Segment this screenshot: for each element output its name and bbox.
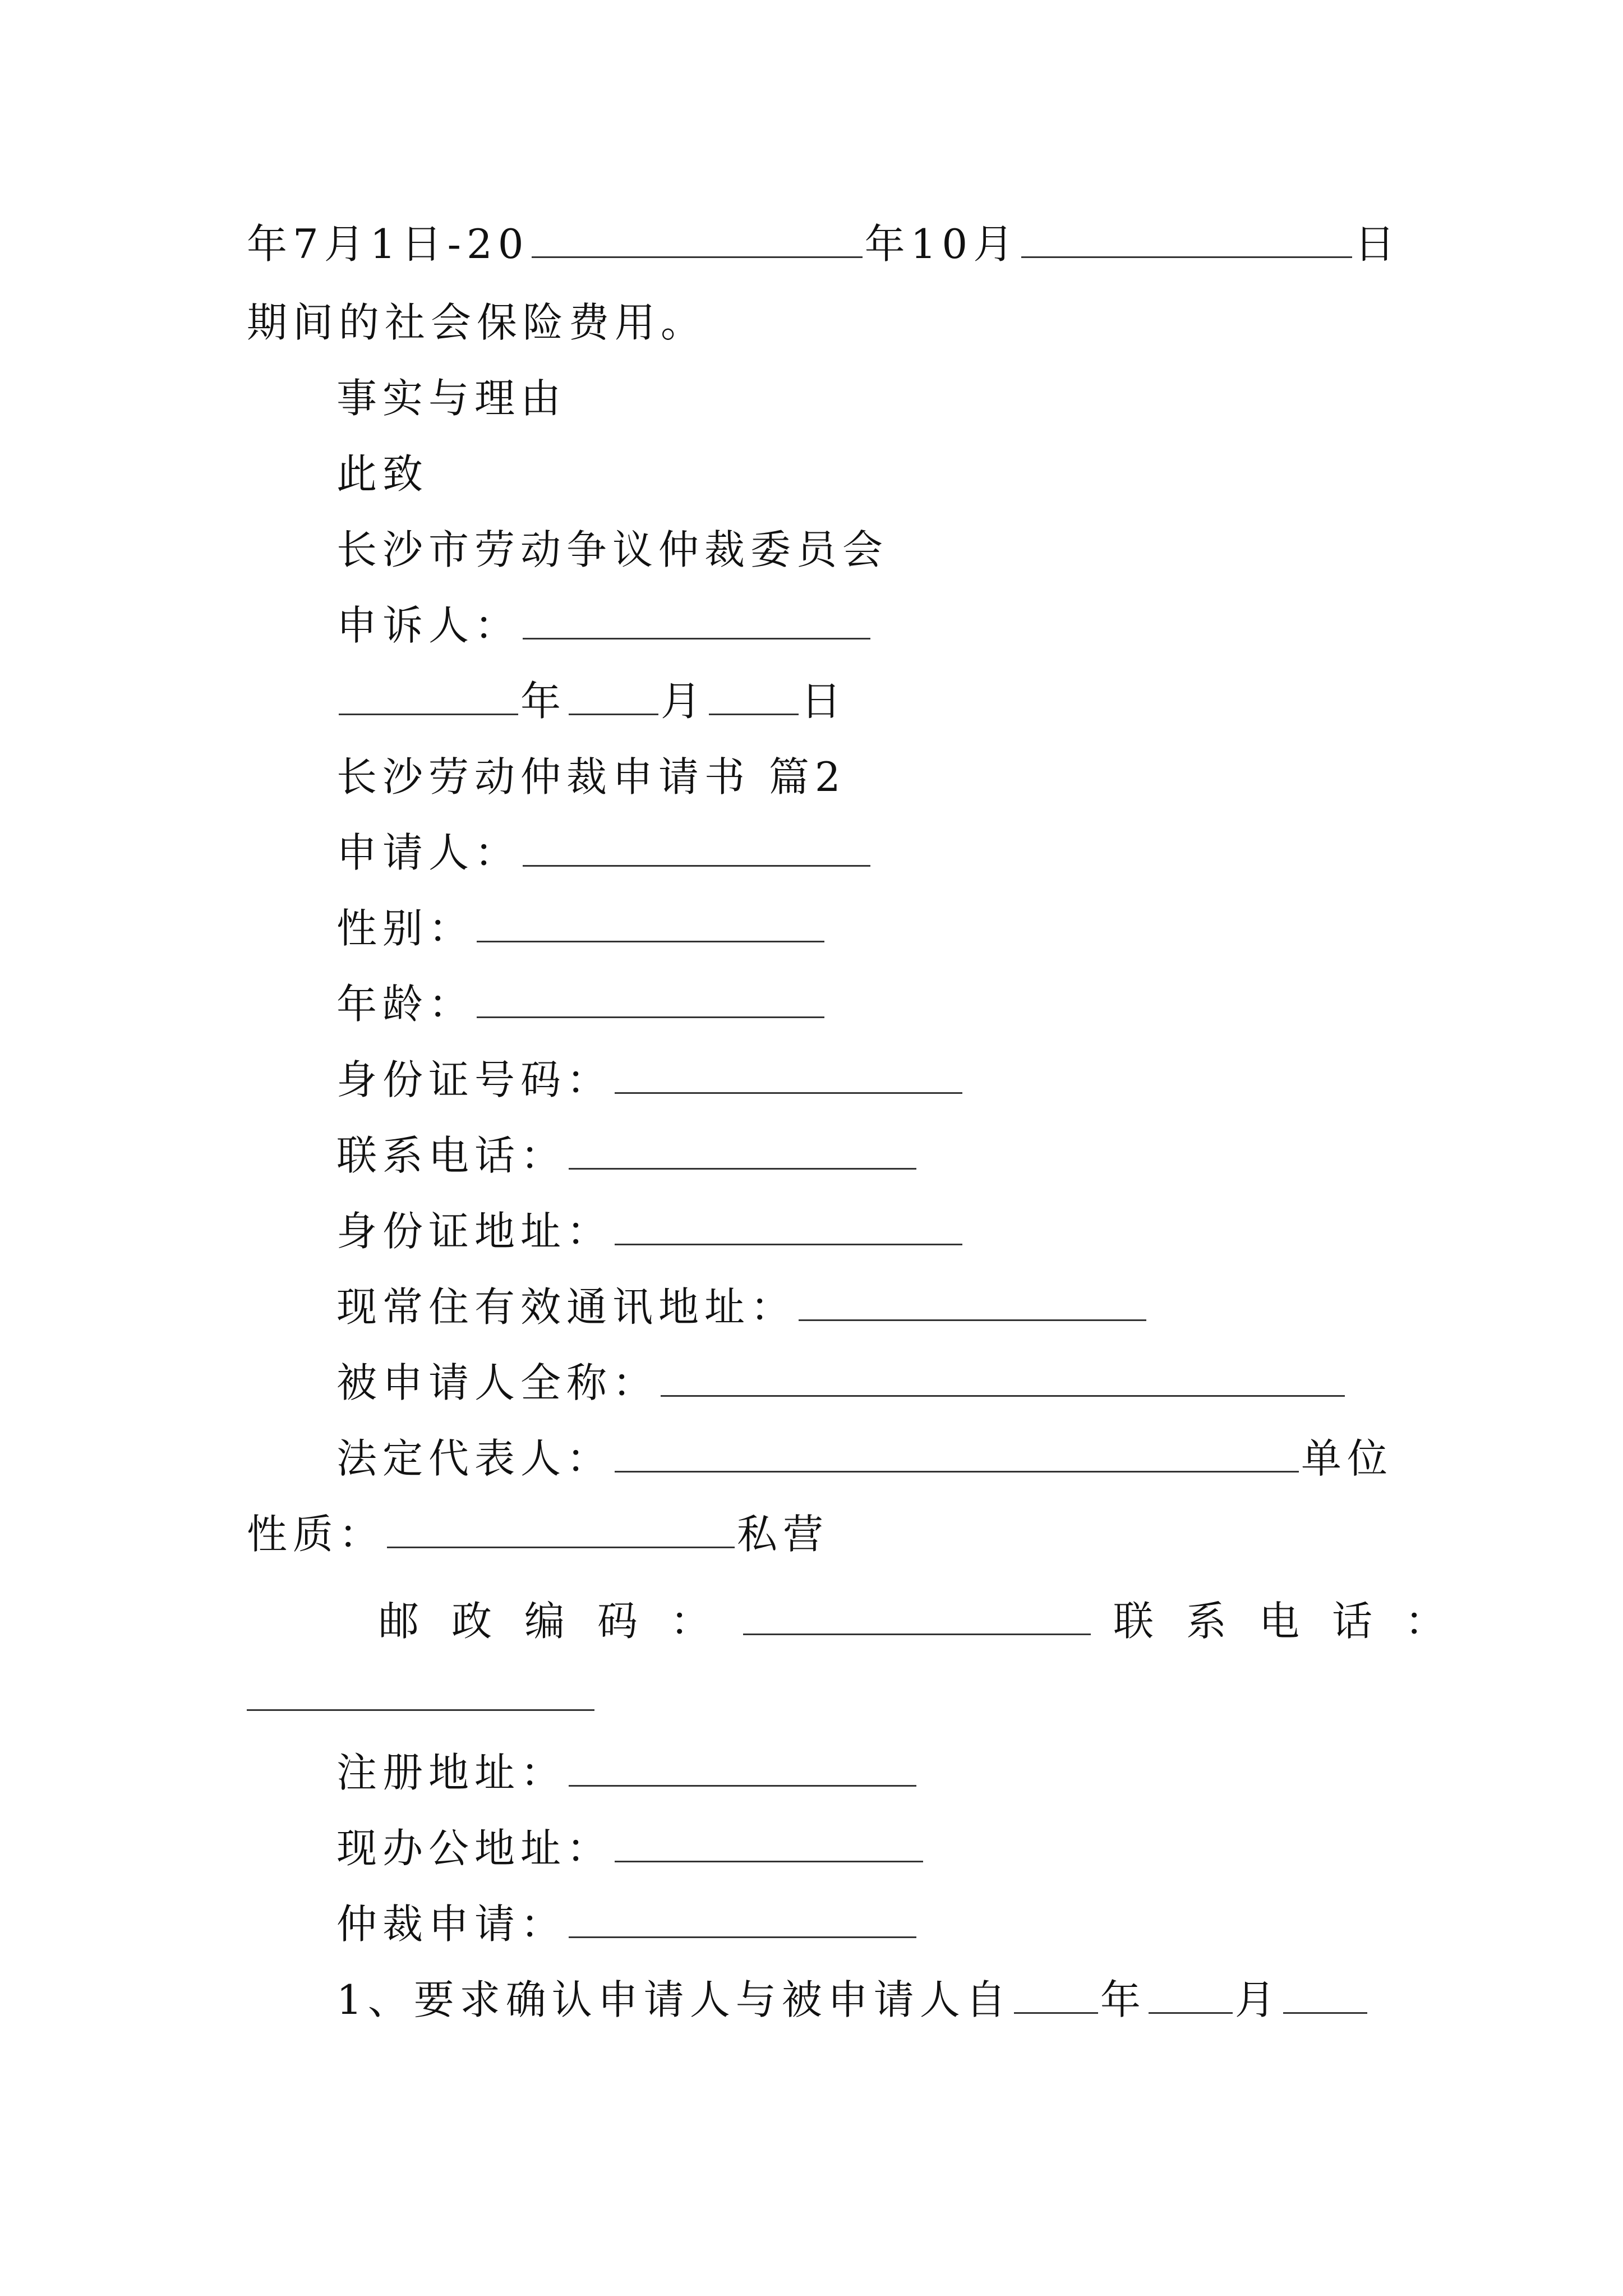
line-age	[336, 976, 827, 1032]
field-age[interactable]	[477, 981, 824, 1018]
text-private: 私营	[737, 1511, 829, 1558]
text-request-year: 年	[1100, 1976, 1146, 2023]
field-unit-phone[interactable]	[247, 1673, 594, 1711]
label-id-number: 身份证号码：	[336, 1056, 613, 1103]
label-respondent: 被申请人全称：	[336, 1359, 659, 1406]
text-insurance: 期间的社会保险费用。	[247, 299, 707, 346]
blank-request-year[interactable]	[1014, 1976, 1098, 2014]
text-year-start: 年7月1日-20	[247, 220, 529, 268]
line-date	[336, 673, 847, 729]
field-complainant[interactable]	[523, 602, 870, 639]
field-legal-rep[interactable]	[615, 1435, 1299, 1473]
field-phone[interactable]	[569, 1132, 916, 1170]
field-postcode[interactable]	[743, 1598, 1091, 1635]
blank-request-month[interactable]	[1149, 1976, 1233, 2014]
text-request-month: 月	[1234, 1976, 1281, 2023]
line-reg-address	[336, 1745, 919, 1801]
heading-facts	[336, 370, 566, 426]
field-id-address[interactable]	[615, 1208, 962, 1245]
line-complainant	[336, 597, 873, 654]
field-respondent[interactable]	[661, 1359, 1345, 1397]
line-arbitration	[336, 1896, 919, 1952]
line-id-number	[336, 1052, 965, 1108]
line-salutation	[336, 446, 428, 502]
label-nature: 性质：	[247, 1511, 385, 1558]
line-request-1	[336, 1972, 1370, 2028]
line-period	[247, 216, 1400, 272]
field-id-number[interactable]	[615, 1056, 962, 1094]
line-id-address	[336, 1203, 965, 1259]
text-day: 日	[1354, 220, 1401, 268]
field-reg-address[interactable]	[569, 1749, 916, 1787]
label-mailing-address: 现常住有效通讯地址：	[336, 1283, 797, 1331]
field-gender[interactable]	[477, 905, 824, 942]
text-section-title: 长沙劳动仲裁申请书 篇2	[336, 753, 846, 800]
label-phone: 联系电话：	[336, 1132, 567, 1179]
line-legal-rep	[336, 1430, 1393, 1487]
label-office-address: 现办公地址：	[336, 1825, 613, 1872]
label-complainant: 申诉人：	[336, 602, 521, 649]
text-date-year: 年	[520, 678, 567, 725]
label-unit-phone: 联系电话：	[1113, 1598, 1478, 1645]
text-request-1: 1、要求确认申请人与被申请人自	[336, 1976, 1012, 2023]
line-phone	[336, 1128, 919, 1184]
label-reg-address: 注册地址：	[336, 1749, 567, 1796]
line-nature	[247, 1506, 829, 1562]
field-nature[interactable]	[387, 1511, 735, 1548]
text-date-day: 日	[801, 678, 847, 725]
line-respondent	[336, 1355, 1347, 1411]
field-office-address[interactable]	[615, 1825, 923, 1862]
line-mailing-address	[336, 1279, 1149, 1335]
blank-date-day[interactable]	[709, 678, 799, 715]
text-month: 年10月	[864, 220, 1020, 268]
line-applicant	[336, 825, 873, 881]
section-title	[336, 749, 846, 805]
blank-date-month[interactable]	[569, 678, 658, 715]
line-gender	[336, 900, 827, 956]
label-postcode: 邮政编码：	[379, 1598, 744, 1645]
line-committee	[336, 522, 888, 578]
field-mailing-address[interactable]	[799, 1283, 1146, 1321]
text-facts: 事实与理由	[336, 375, 567, 422]
label-age: 年龄：	[336, 981, 475, 1028]
field-arbitration[interactable]	[569, 1901, 916, 1938]
label-legal-rep: 法定代表人：	[336, 1435, 613, 1482]
line-office-address	[336, 1820, 925, 1876]
label-unit: 单位	[1301, 1435, 1394, 1482]
text-date-month: 月	[661, 678, 707, 725]
line-unit-phone-blank	[247, 1669, 594, 1725]
blank-year[interactable]	[532, 220, 863, 258]
line-postcode	[379, 1593, 1478, 1649]
text-committee: 长沙市劳动争议仲裁委员会	[336, 526, 889, 573]
blank-date-year[interactable]	[339, 678, 518, 715]
label-id-address: 身份证地址：	[336, 1208, 613, 1255]
blank-request-day[interactable]	[1283, 1976, 1367, 2014]
line-insurance	[247, 295, 707, 351]
field-applicant[interactable]	[523, 829, 870, 867]
label-applicant: 申请人：	[336, 829, 521, 876]
text-salutation: 此致	[336, 450, 429, 498]
label-gender: 性别：	[336, 905, 475, 952]
label-arbitration: 仲裁申请：	[336, 1901, 567, 1948]
blank-day[interactable]	[1021, 220, 1352, 258]
